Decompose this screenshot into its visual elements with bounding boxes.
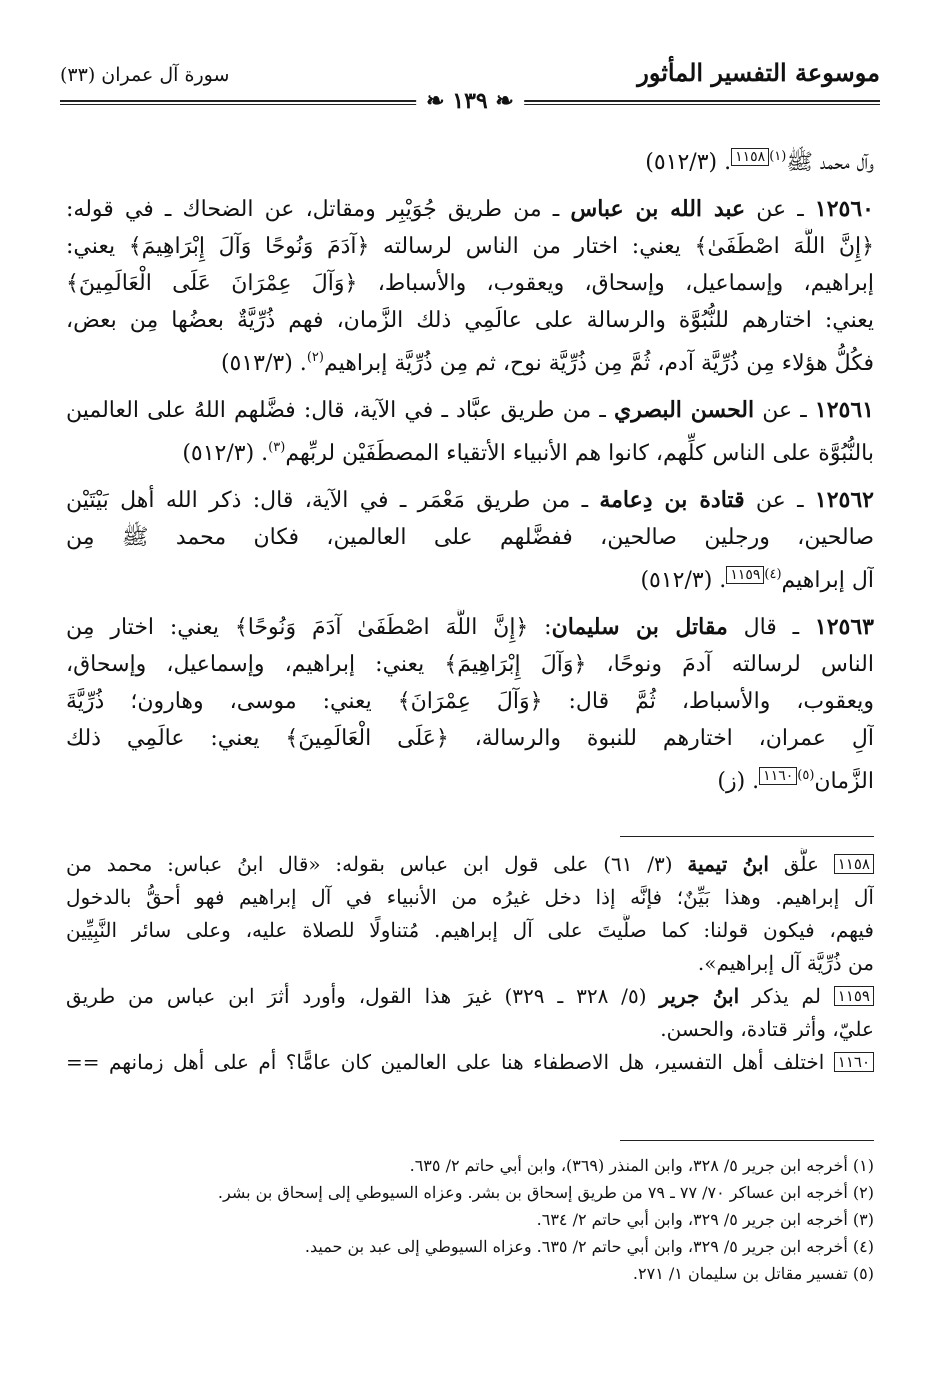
narrator-name: مقاتل بن سليمان [551,614,728,640]
footnote-2: (٢) أخرجه ابن عساكر ٧٠/ ٧٧ ـ ٧٩ من طريق إسحاق بن بشر. وعزاه السيوطي إلى إسحاق بن بشر. [217,1183,874,1202]
narrator-name: الحسن البصري [614,397,755,423]
main-text [66,138,874,810]
commentary-marker[interactable]: ١١٦٠ [759,767,797,785]
commentary-number: ١١٦٠ [834,1052,874,1072]
commentary-number: ١١٥٨ [834,854,874,874]
page-number: ❧ ١٣٩ ❧ [416,88,524,114]
footnote-separator [620,1140,874,1141]
commentary-marker[interactable]: ١١٥٨ [731,148,769,166]
narration-12563: ١٢٥٦٣ ـ قال مقاتل بن سليمان: ﴿إِنَّ اللَّهَ اصْطَفَىٰ آدَمَ وَنُوحًا﴾ يعني: اختار مِن الناس لرسالته آدمَ ونوحًا، ﴿وَآلَ إِبْرَاهِيمَ﴾ يعني: إبراهيم، وإسماعيل، وإسحاق، ويعقوب، والأسباط، ثُمَّ قال: ﴿وَآلَ عِمْرَانَ﴾ يعني: موسى، وهارون؛ ذُرِّيَّةَ آلِ عمران، اختارهم للنبوة والرسالة، ﴿عَلَى الْعَالَمِينَ﴾ يعني: عالَمِي ذلك الزَّمان$^{(٥)}$١١٦٠. (ز) [66,614,874,794]
narrator-name: عبد الله بن عباس [570,196,746,222]
commentary-section: ١١٥٨ علَّق ابنُ تيمية (٣/ ٦١) على قول ابن عباس بقوله: «قال ابنُ عباس: محمد من آل إبراهيم. وهذا بَيِّنٌ؛ فإنَّه إذا دخل غيرُه من الأنبياء في آل إبراهيم فهو أحقُّ بالدخول فيهم، فيكون قولنا: كما صلَّيتَ على آل إبراهيم. مُتناولًا للصلاة عليه، وعلى سائر النَّبِيِّين من ذُرِّيَّة آل إبراهيم». ١١٥٩ لم يذكر ابنُ جرير (٥/ ٣٢٨ ـ ٣٢٩) غيرَ هذا القول، وأورد أثرَ ابن عباس من طريق عليّ، وأثر قتادة، والحسن. ١١٦٠ اختلف أهل التفسير، هل الاصطفاء هنا على العالمين كان عامًّا؟ أم على أهل زمانهم == [66,848,874,1079]
narration-12562: ١٢٥٦٢ ـ عن قتادة بن دِعامة ـ من طريق مَعْمَر ـ في الآية، قال: ذكر الله أهل بَيْتَيْن صالحين، ورجلين صالحين، ففضَّلهم على العالمين، فكان محمد ﷺ مِن آل إبراهيم$^{(٤)}$١١٥٩. (٥١٢/٣) [66,487,874,593]
commentary-1160: ١١٦٠ اختلف أهل التفسير، هل الاصطفاء هنا على العالمين كان عامًّا؟ أم على أهل زمانهم == [66,1046,874,1079]
commentary-marker[interactable]: ١١٥٩ [726,566,764,584]
continuation-line: وآل محمد ﷺ$^{(١)}$١١٥٨. (٥١٢/٣) [645,149,874,175]
commentary-1159: ١١٥٩ لم يذكر ابنُ جرير (٥/ ٣٢٨ ـ ٣٢٩) غيرَ هذا القول، وأورد أثرَ ابن عباس من طريق [66,980,874,1013]
narrator-name: قتادة بن دِعامة [599,487,745,513]
narration-number: ١٢٥٦١ [814,397,874,423]
footnote-4: (٤) أخرجه ابن جرير ٥/ ٣٢٩، وابن أبي حاتم ٢/ ٦٣٥. وعزاه السيوطي إلى عبد بن حميد. [304,1237,874,1256]
footnote-1: (١) أخرجه ابن جرير ٥/ ٣٢٨، وابن المنذر (٣٦٩)، وابن أبي حاتم ٢/ ٦٣٥. [409,1156,874,1175]
narration-12561: ١٢٥٦١ ـ عن الحسن البصري ـ من طريق عبَّاد ـ في الآية، قال: فضَّلهم اللهُ على العالمين بالنُّبُوَّة على الناس كلِّهم، كانوا هم الأنبياء الأتقياء المصطَفَيْن لربِّهم$^{(٣)}$. (٥١٢/٣) [66,397,874,466]
book-title: موسوعة التفسير المأثور [637,58,880,87]
commentary-number: ١١٥٩ [834,986,874,1006]
commentary-1158: ١١٥٨ علَّق ابنُ تيمية (٣/ ٦١) على قول ابن عباس بقوله: «قال ابنُ عباس: محمد من [66,848,874,881]
footnotes [66,1152,874,1287]
narration-12560: ١٢٥٦٠ ـ عن عبد الله بن عباس ـ من طريق جُوَيْبِر ومقاتل، عن الضحاك ـ في قوله: ﴿إِنَّ اللَّهَ اصْطَفَىٰ﴾ يعني: اختار من الناس لرسالته ﴿آدَمَ وَنُوحًا وَآلَ إِبْرَاهِيمَ﴾ يعني: إبراهيم، وإسماعيل، وإسحاق، ويعقوب، والأسباط، ﴿وَآلَ عِمْرَانَ عَلَى الْعَالَمِينَ﴾ يعني: اختارهم للنُّبُوَّة والرسالة على عالَمِي ذلك الزَّمان، فهم ذُرِّيَّةٌ بعضُها مِن بعض، فكُلُّ هؤلاء مِن ذُرِّيَّة آدم، ثُمَّ مِن ذُرِّيَّة نوح، ثم مِن ذُرِّيَّة إبراهيم$^{(٢)}$. (٥١٣/٣) [66,196,874,376]
narration-number: ١٢٥٦٣ [814,614,874,640]
surah-title: سورة آل عمران (٣٣) [60,64,230,86]
page-header [60,58,880,114]
footnote-3: (٣) أخرجه ابن جرير ٥/ ٣٢٩، وابن أبي حاتم ٢/ ٦٣٤. [536,1210,874,1229]
commentary-separator [620,836,874,837]
narration-number: ١٢٥٦٠ [814,196,874,222]
narration-number: ١٢٥٦٢ [814,487,874,513]
footnote-5: (٥) تفسير مقاتل بن سليمان ١/ ٢٧١. [632,1264,874,1283]
